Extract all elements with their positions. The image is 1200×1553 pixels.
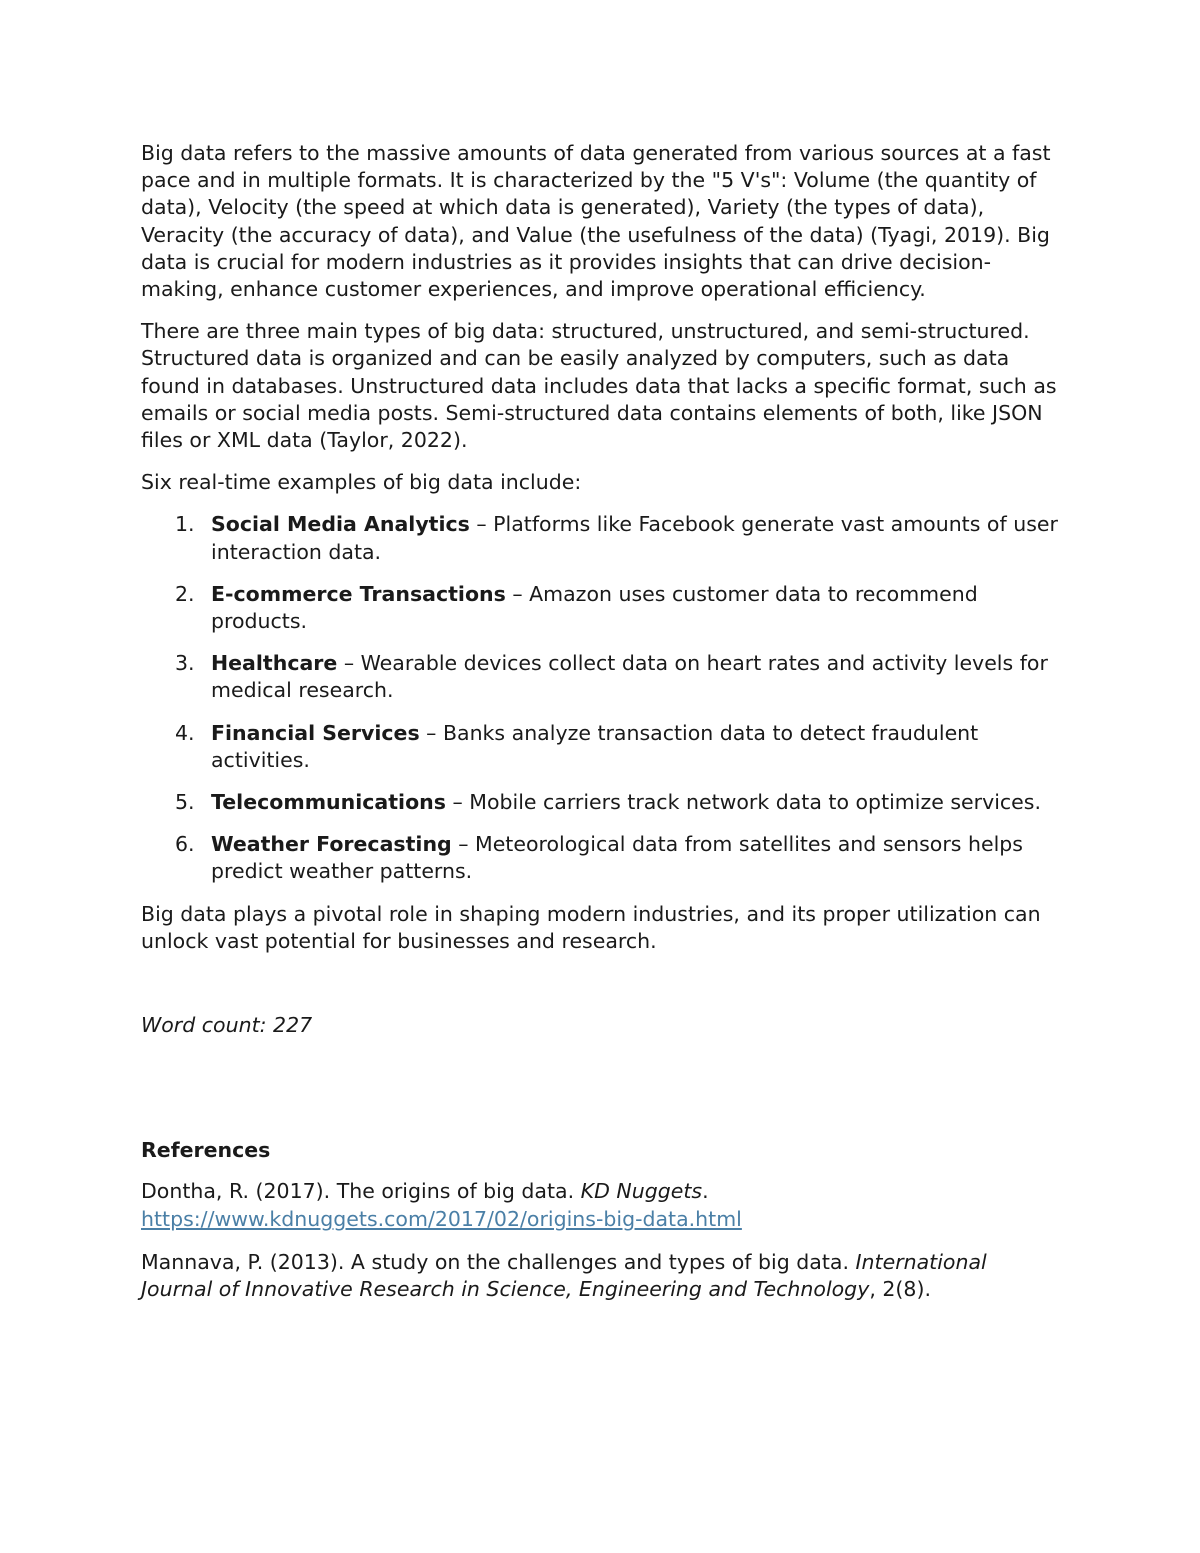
reference-link[interactable]: https://www.kdnuggets.com/2017/02/origins-big-data.html bbox=[141, 1206, 742, 1231]
intro-paragraph: Big data refers to the massive amounts of data generated from various sources at a fast pace and in multiple formats. It is characterized by the "5 V's": Volume (the quantity of data), Velocity (the speed at which data is generated), Variety (the types of data), Veracity (the accuracy of data), and Value (the usefulness of the data) (Tyagi, 2019). Big data is crucial for modern industries as it provides insights that can drive decision-making, enhance customer experiences, and improve operational efficiency. bbox=[141, 141, 1051, 302]
reference-text: Mannava, P. (2013). A study on the challenges and types of big data. bbox=[141, 1249, 856, 1274]
list-item bbox=[141, 581, 1061, 635]
conclusion-paragraph: Big data plays a pivotal role in shaping modern industries, and its proper utilization can unlock vast potential for businesses and research. bbox=[141, 901, 1041, 953]
examples-intro: Six real-time examples of big data include: bbox=[141, 470, 582, 495]
list-item-text: – Wearable devices collect data on heart rates and activity levels for medical research. bbox=[211, 651, 1048, 703]
list-item bbox=[141, 789, 1061, 816]
list-item-text: – Meteorological data from satellites and sensors helps predict weather patterns. bbox=[211, 832, 1023, 884]
reference-entry bbox=[141, 1178, 1061, 1232]
list-number: 1. bbox=[175, 512, 195, 537]
examples-list bbox=[141, 511, 1061, 885]
list-item bbox=[141, 831, 1061, 885]
list-number: 6. bbox=[175, 832, 195, 857]
references-heading: References bbox=[141, 1138, 271, 1163]
list-item bbox=[141, 650, 1061, 704]
list-item-title: Telecommunications bbox=[211, 790, 446, 815]
document-page bbox=[141, 140, 1061, 1319]
list-item bbox=[141, 720, 1061, 774]
list-item-title: Financial Services bbox=[211, 720, 420, 745]
word-count: Word count: 227 bbox=[141, 1013, 313, 1038]
list-number: 2. bbox=[175, 581, 195, 606]
list-item-title: Healthcare bbox=[211, 651, 338, 676]
types-paragraph: There are three main types of big data: structured, unstructured, and semi-structured. Structured data is organized and can be easily analyzed by computers, such as data found in databases. Unstructured data includes data that lacks a specific format, such as emails or social media posts. Semi-structured data contains elements of both, like JSON files or XML data (Taylor, 2022). bbox=[141, 319, 1057, 453]
list-item-text: – Platforms like Facebook generate vast amounts of user interaction data. bbox=[211, 512, 1058, 564]
reference-text: . bbox=[702, 1179, 709, 1204]
list-number: 4. bbox=[175, 720, 195, 745]
list-number: 5. bbox=[175, 790, 195, 815]
reference-entry bbox=[141, 1249, 1061, 1303]
list-item bbox=[141, 511, 1061, 565]
reference-text: Dontha, R. (2017). The origins of big data. bbox=[141, 1179, 581, 1204]
list-number: 3. bbox=[175, 651, 195, 676]
list-item-text: – Banks analyze transaction data to detect fraudulent activities. bbox=[211, 720, 979, 772]
list-item-title: E-commerce Transactions bbox=[211, 581, 506, 606]
list-item-title: Social Media Analytics bbox=[211, 512, 470, 537]
list-item-text: – Amazon uses customer data to recommend products. bbox=[211, 581, 978, 634]
reference-journal: International Journal of Innovative Research in Science, Engineering and Technology bbox=[141, 1249, 987, 1302]
reference-journal: KD Nuggets bbox=[580, 1179, 703, 1204]
list-item-text: – Mobile carriers track network data to optimize services. bbox=[445, 790, 1041, 815]
list-item-title: Weather Forecasting bbox=[211, 832, 452, 857]
reference-text: , 2(8). bbox=[869, 1277, 931, 1302]
